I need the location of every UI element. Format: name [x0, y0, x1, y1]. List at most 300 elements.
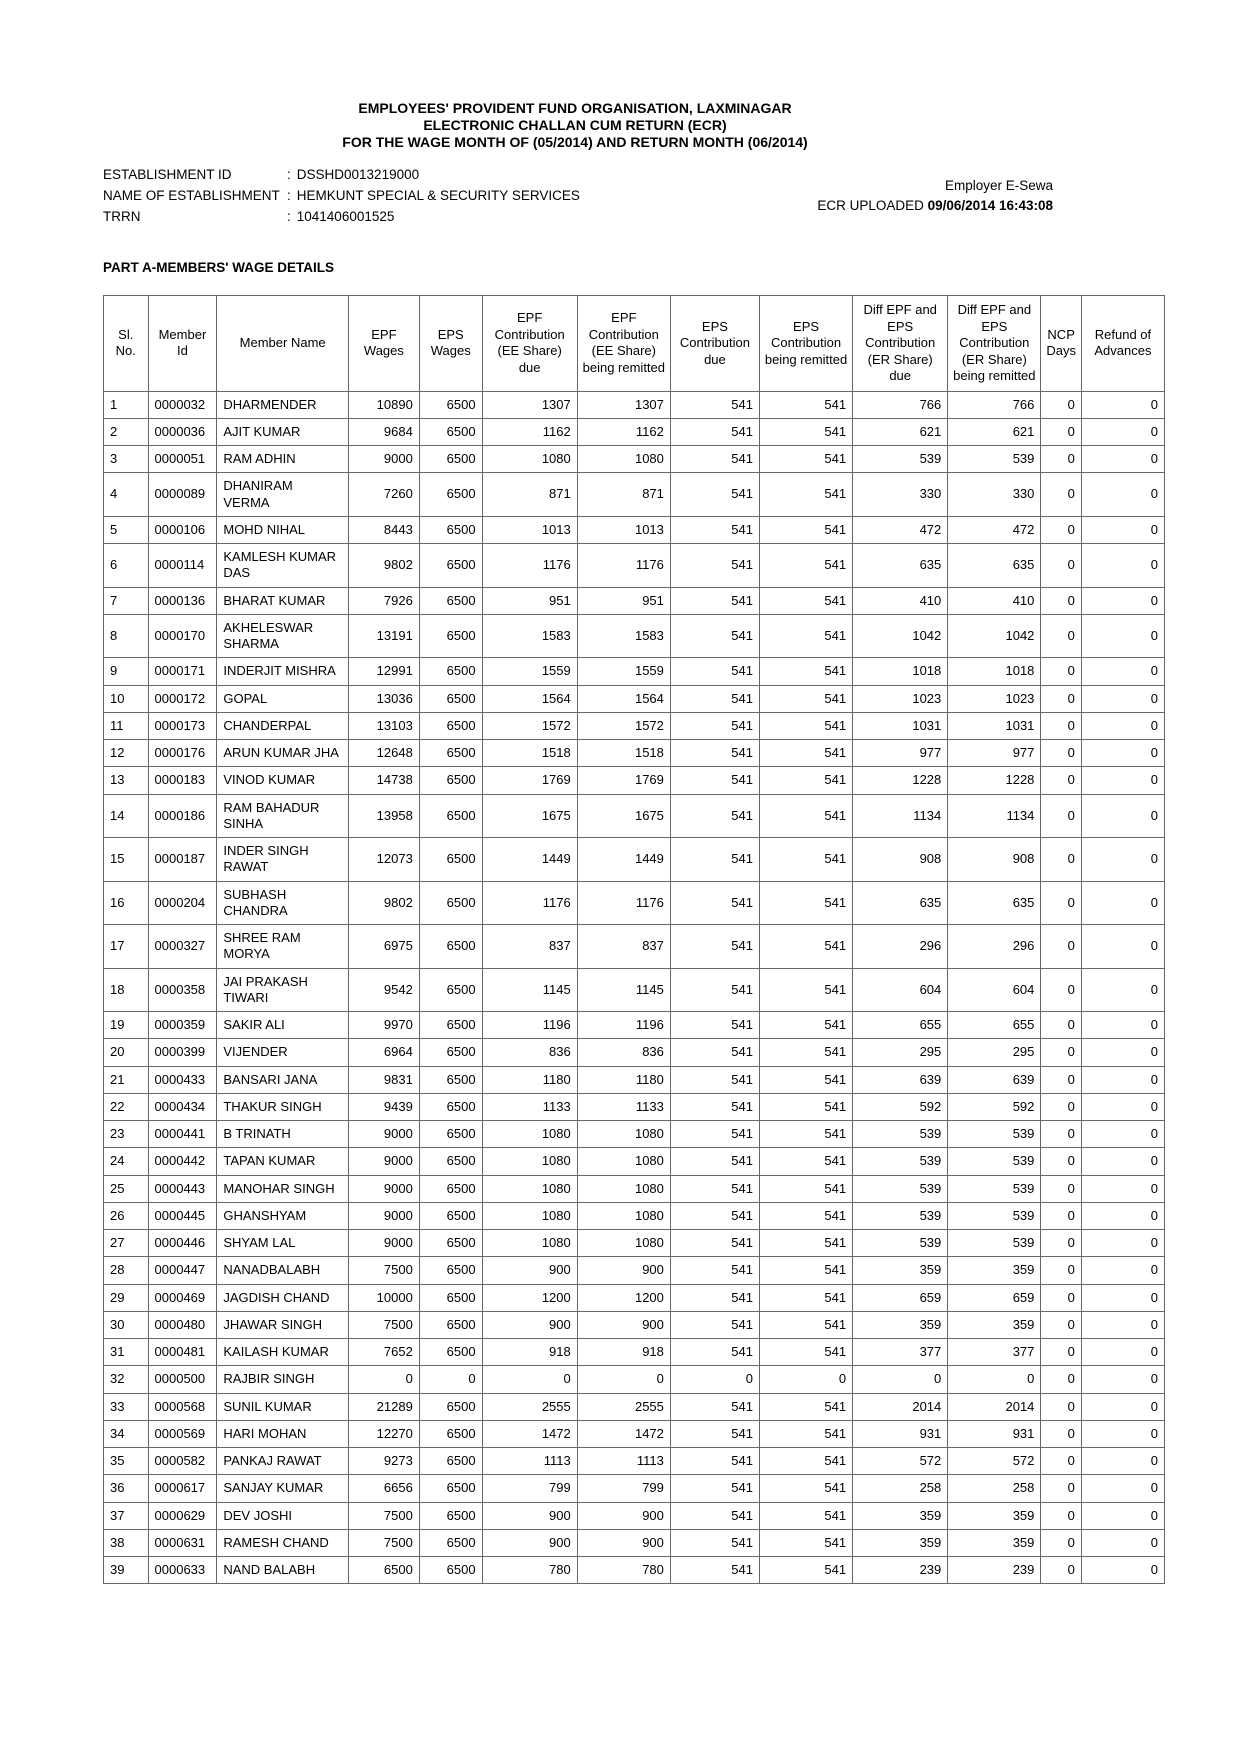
cell-eps-contribution-due: 541 — [670, 1202, 759, 1229]
cell-epf-contribution-ee-remitted: 900 — [577, 1502, 670, 1529]
cell-member-id: 0000568 — [148, 1393, 217, 1420]
cell-eps-contribution-due: 541 — [670, 1448, 759, 1475]
cell-diff-er-share-remitted: 621 — [948, 418, 1041, 445]
cell-refund-of-advances: 0 — [1081, 740, 1164, 767]
cell-ncp-days: 0 — [1041, 1529, 1081, 1556]
cell-diff-er-share-remitted: 258 — [948, 1475, 1041, 1502]
cell-member-name: ARUN KUMAR JHA — [217, 740, 349, 767]
cell-diff-er-share-due: 931 — [853, 1420, 948, 1447]
cell-epf-wages: 6975 — [348, 925, 419, 969]
cell-refund-of-advances: 0 — [1081, 418, 1164, 445]
cell-epf-contribution-ee-remitted: 1564 — [577, 685, 670, 712]
cell-diff-er-share-due: 635 — [853, 881, 948, 925]
cell-diff-er-share-due: 330 — [853, 473, 948, 517]
cell-eps-contribution-due: 541 — [670, 1557, 759, 1584]
cell-member-id: 0000172 — [148, 685, 217, 712]
cell-member-id: 0000441 — [148, 1121, 217, 1148]
cell-eps-contribution-remitted: 541 — [759, 1202, 852, 1229]
cell-diff-er-share-due: 621 — [853, 418, 948, 445]
cell-epf-contribution-ee-due: 1113 — [482, 1448, 577, 1475]
cell-ncp-days: 0 — [1041, 767, 1081, 794]
ecr-uploaded-label: ECR UPLOADED — [817, 198, 928, 213]
cell-diff-er-share-due: 539 — [853, 1175, 948, 1202]
cell-member-id: 0000186 — [148, 794, 217, 838]
cell-epf-contribution-ee-remitted: 1196 — [577, 1012, 670, 1039]
cell-epf-wages: 10000 — [348, 1284, 419, 1311]
cell-ncp-days: 0 — [1041, 1066, 1081, 1093]
cell-epf-wages: 7500 — [348, 1257, 419, 1284]
cell-refund-of-advances: 0 — [1081, 1339, 1164, 1366]
cell-ncp-days: 0 — [1041, 1148, 1081, 1175]
col-header-epf-contribution-ee-due: EPF Contribution (EE Share) due — [482, 296, 577, 392]
cell-epf-wages: 6656 — [348, 1475, 419, 1502]
table-row — [104, 1529, 1165, 1556]
cell-eps-contribution-remitted: 541 — [759, 614, 852, 658]
cell-member-name: AKHELESWAR SHARMA — [217, 614, 349, 658]
cell-epf-contribution-ee-due: 2555 — [482, 1393, 577, 1420]
cell-diff-er-share-remitted: 539 — [948, 1202, 1041, 1229]
cell-ncp-days: 0 — [1041, 925, 1081, 969]
cell-epf-contribution-ee-remitted: 1572 — [577, 712, 670, 739]
cell-eps-wages: 6500 — [419, 418, 482, 445]
col-header-ncp-days: NCP Days — [1041, 296, 1081, 392]
table-row — [104, 516, 1165, 543]
wage-table-container — [103, 295, 1178, 1697]
cell-eps-wages: 0 — [419, 1366, 482, 1393]
cell-epf-contribution-ee-due: 900 — [482, 1257, 577, 1284]
cell-refund-of-advances: 0 — [1081, 391, 1164, 418]
cell-member-name: DEV JOSHI — [217, 1502, 349, 1529]
cell-refund-of-advances: 0 — [1081, 544, 1164, 588]
cell-epf-contribution-ee-remitted: 1200 — [577, 1284, 670, 1311]
cell-refund-of-advances: 0 — [1081, 473, 1164, 517]
cell-diff-er-share-remitted: 0 — [948, 1366, 1041, 1393]
cell-member-name: KAMLESH KUMAR DAS — [217, 544, 349, 588]
table-row — [104, 740, 1165, 767]
cell-eps-contribution-due: 541 — [670, 1012, 759, 1039]
cell-epf-wages: 14738 — [348, 767, 419, 794]
cell-eps-contribution-remitted: 541 — [759, 1311, 852, 1338]
cell-eps-contribution-due: 541 — [670, 1121, 759, 1148]
cell-ncp-days: 0 — [1041, 1311, 1081, 1338]
cell-ncp-days: 0 — [1041, 1175, 1081, 1202]
cell-member-id: 0000433 — [148, 1066, 217, 1093]
cell-refund-of-advances: 0 — [1081, 794, 1164, 838]
cell-member-id: 0000469 — [148, 1284, 217, 1311]
cell-epf-wages: 7652 — [348, 1339, 419, 1366]
cell-eps-contribution-due: 541 — [670, 446, 759, 473]
cell-member-id: 0000443 — [148, 1175, 217, 1202]
table-row — [104, 1448, 1165, 1475]
cell-epf-wages: 7926 — [348, 587, 419, 614]
cell-epf-contribution-ee-remitted: 1080 — [577, 1230, 670, 1257]
cell-diff-er-share-remitted: 359 — [948, 1502, 1041, 1529]
cell-epf-contribution-ee-due: 1559 — [482, 658, 577, 685]
cell-eps-contribution-remitted: 541 — [759, 1557, 852, 1584]
cell-epf-contribution-ee-due: 1162 — [482, 418, 577, 445]
cell-epf-contribution-ee-due: 1013 — [482, 516, 577, 543]
cell-eps-wages: 6500 — [419, 740, 482, 767]
cell-sl-no: 2 — [104, 418, 149, 445]
cell-eps-wages: 6500 — [419, 1093, 482, 1120]
cell-member-id: 0000358 — [148, 968, 217, 1012]
cell-member-id: 0000500 — [148, 1366, 217, 1393]
header-row — [104, 296, 1165, 392]
cell-eps-contribution-remitted: 541 — [759, 685, 852, 712]
cell-diff-er-share-remitted: 572 — [948, 1448, 1041, 1475]
cell-ncp-days: 0 — [1041, 587, 1081, 614]
cell-eps-contribution-remitted: 541 — [759, 1475, 852, 1502]
cell-eps-contribution-due: 541 — [670, 614, 759, 658]
cell-sl-no: 11 — [104, 712, 149, 739]
cell-eps-contribution-remitted: 541 — [759, 544, 852, 588]
cell-sl-no: 24 — [104, 1148, 149, 1175]
cell-epf-contribution-ee-remitted: 1176 — [577, 881, 670, 925]
cell-ncp-days: 0 — [1041, 685, 1081, 712]
table-row — [104, 1066, 1165, 1093]
cell-eps-wages: 6500 — [419, 1475, 482, 1502]
table-row — [104, 1093, 1165, 1120]
cell-diff-er-share-remitted: 539 — [948, 1175, 1041, 1202]
cell-diff-er-share-remitted: 908 — [948, 838, 1041, 882]
cell-eps-contribution-due: 541 — [670, 587, 759, 614]
cell-ncp-days: 0 — [1041, 1093, 1081, 1120]
table-row — [104, 614, 1165, 658]
cell-epf-contribution-ee-remitted: 1583 — [577, 614, 670, 658]
cell-member-id: 0000629 — [148, 1502, 217, 1529]
cell-member-name: SAKIR ALI — [217, 1012, 349, 1039]
table-row — [104, 1366, 1165, 1393]
establishment-name-row — [103, 185, 580, 206]
cell-member-id: 0000089 — [148, 473, 217, 517]
cell-ncp-days: 0 — [1041, 1420, 1081, 1447]
cell-diff-er-share-remitted: 377 — [948, 1339, 1041, 1366]
cell-eps-contribution-due: 541 — [670, 1257, 759, 1284]
cell-member-id: 0000051 — [148, 446, 217, 473]
cell-member-name: TAPAN KUMAR — [217, 1148, 349, 1175]
cell-eps-contribution-due: 541 — [670, 1339, 759, 1366]
cell-epf-wages: 21289 — [348, 1393, 419, 1420]
table-row — [104, 685, 1165, 712]
cell-refund-of-advances: 0 — [1081, 1420, 1164, 1447]
table-row — [104, 881, 1165, 925]
cell-ncp-days: 0 — [1041, 473, 1081, 517]
cell-refund-of-advances: 0 — [1081, 1475, 1164, 1502]
cell-member-id: 0000171 — [148, 658, 217, 685]
cell-epf-wages: 12073 — [348, 838, 419, 882]
cell-epf-wages: 9000 — [348, 1121, 419, 1148]
cell-diff-er-share-remitted: 1042 — [948, 614, 1041, 658]
cell-ncp-days: 0 — [1041, 968, 1081, 1012]
cell-refund-of-advances: 0 — [1081, 1366, 1164, 1393]
cell-member-name: GHANSHYAM — [217, 1202, 349, 1229]
cell-sl-no: 5 — [104, 516, 149, 543]
cell-diff-er-share-remitted: 539 — [948, 1230, 1041, 1257]
cell-diff-er-share-remitted: 295 — [948, 1039, 1041, 1066]
table-row — [104, 968, 1165, 1012]
cell-eps-contribution-due: 541 — [670, 838, 759, 882]
cell-epf-wages: 7500 — [348, 1502, 419, 1529]
cell-eps-contribution-remitted: 541 — [759, 418, 852, 445]
cell-sl-no: 21 — [104, 1066, 149, 1093]
cell-eps-wages: 6500 — [419, 1121, 482, 1148]
cell-epf-contribution-ee-remitted: 1176 — [577, 544, 670, 588]
table-row — [104, 1420, 1165, 1447]
cell-eps-contribution-due: 541 — [670, 1066, 759, 1093]
cell-eps-wages: 6500 — [419, 391, 482, 418]
cell-eps-wages: 6500 — [419, 1393, 482, 1420]
cell-diff-er-share-due: 2014 — [853, 1393, 948, 1420]
cell-diff-er-share-due: 659 — [853, 1284, 948, 1311]
cell-ncp-days: 0 — [1041, 1039, 1081, 1066]
cell-epf-contribution-ee-remitted: 900 — [577, 1257, 670, 1284]
cell-epf-contribution-ee-remitted: 780 — [577, 1557, 670, 1584]
cell-epf-wages: 7500 — [348, 1311, 419, 1338]
table-row — [104, 1202, 1165, 1229]
cell-member-name: RAM ADHIN — [217, 446, 349, 473]
cell-eps-contribution-due: 541 — [670, 1311, 759, 1338]
cell-epf-contribution-ee-due: 1176 — [482, 881, 577, 925]
cell-eps-wages: 6500 — [419, 1202, 482, 1229]
cell-ncp-days: 0 — [1041, 838, 1081, 882]
cell-refund-of-advances: 0 — [1081, 587, 1164, 614]
establishment-name-value: HEMKUNT SPECIAL & SECURITY SERVICES — [296, 188, 580, 203]
table-row — [104, 1475, 1165, 1502]
wage-month-title: FOR THE WAGE MONTH OF (05/2014) AND RETURN MONTH (06/2014) — [342, 134, 808, 150]
cell-diff-er-share-due: 539 — [853, 1230, 948, 1257]
cell-eps-wages: 6500 — [419, 881, 482, 925]
col-header-diff-er-share-due: Diff EPF and EPS Contribution (ER Share) due — [853, 296, 948, 392]
cell-eps-wages: 6500 — [419, 1448, 482, 1475]
cell-eps-wages: 6500 — [419, 794, 482, 838]
cell-epf-contribution-ee-due: 951 — [482, 587, 577, 614]
cell-ncp-days: 0 — [1041, 1366, 1081, 1393]
cell-epf-wages: 6964 — [348, 1039, 419, 1066]
cell-epf-contribution-ee-remitted: 900 — [577, 1311, 670, 1338]
cell-ncp-days: 0 — [1041, 1502, 1081, 1529]
cell-ncp-days: 0 — [1041, 391, 1081, 418]
cell-diff-er-share-remitted: 592 — [948, 1093, 1041, 1120]
cell-ncp-days: 0 — [1041, 712, 1081, 739]
cell-sl-no: 30 — [104, 1311, 149, 1338]
table-row — [104, 1230, 1165, 1257]
cell-epf-wages: 13958 — [348, 794, 419, 838]
cell-refund-of-advances: 0 — [1081, 1202, 1164, 1229]
cell-epf-contribution-ee-due: 1196 — [482, 1012, 577, 1039]
cell-ncp-days: 0 — [1041, 1475, 1081, 1502]
cell-refund-of-advances: 0 — [1081, 1448, 1164, 1475]
cell-sl-no: 31 — [104, 1339, 149, 1366]
cell-epf-wages: 9439 — [348, 1093, 419, 1120]
cell-epf-contribution-ee-due: 1769 — [482, 767, 577, 794]
cell-refund-of-advances: 0 — [1081, 712, 1164, 739]
cell-eps-contribution-remitted: 0 — [759, 1366, 852, 1393]
organisation-title: EMPLOYEES' PROVIDENT FUND ORGANISATION, LAXMINAGAR — [358, 100, 792, 116]
cell-epf-wages: 7260 — [348, 473, 419, 517]
table-row — [104, 1339, 1165, 1366]
cell-member-name: RAM BAHADUR SINHA — [217, 794, 349, 838]
table-row — [104, 1257, 1165, 1284]
cell-member-name: SHYAM LAL — [217, 1230, 349, 1257]
cell-diff-er-share-remitted: 2014 — [948, 1393, 1041, 1420]
cell-refund-of-advances: 0 — [1081, 1039, 1164, 1066]
cell-sl-no: 9 — [104, 658, 149, 685]
cell-epf-contribution-ee-due: 900 — [482, 1529, 577, 1556]
cell-sl-no: 19 — [104, 1012, 149, 1039]
cell-member-name: NANADBALABH — [217, 1257, 349, 1284]
cell-member-id: 0000106 — [148, 516, 217, 543]
cell-eps-contribution-remitted: 541 — [759, 794, 852, 838]
cell-diff-er-share-due: 539 — [853, 446, 948, 473]
cell-eps-wages: 6500 — [419, 1066, 482, 1093]
cell-diff-er-share-due: 359 — [853, 1311, 948, 1338]
cell-refund-of-advances: 0 — [1081, 1012, 1164, 1039]
cell-diff-er-share-due: 604 — [853, 968, 948, 1012]
cell-refund-of-advances: 0 — [1081, 658, 1164, 685]
table-row — [104, 838, 1165, 882]
cell-epf-contribution-ee-due: 1180 — [482, 1066, 577, 1093]
cell-eps-contribution-due: 541 — [670, 1502, 759, 1529]
cell-diff-er-share-remitted: 539 — [948, 446, 1041, 473]
cell-epf-contribution-ee-remitted: 1145 — [577, 968, 670, 1012]
cell-member-id: 0000170 — [148, 614, 217, 658]
table-row — [104, 587, 1165, 614]
cell-epf-contribution-ee-due: 1080 — [482, 446, 577, 473]
cell-diff-er-share-due: 539 — [853, 1148, 948, 1175]
cell-diff-er-share-remitted: 977 — [948, 740, 1041, 767]
cell-diff-er-share-remitted: 359 — [948, 1311, 1041, 1338]
cell-ncp-days: 0 — [1041, 1230, 1081, 1257]
cell-eps-contribution-due: 541 — [670, 516, 759, 543]
cell-ncp-days: 0 — [1041, 1393, 1081, 1420]
cell-diff-er-share-due: 639 — [853, 1066, 948, 1093]
cell-refund-of-advances: 0 — [1081, 685, 1164, 712]
cell-ncp-days: 0 — [1041, 516, 1081, 543]
cell-diff-er-share-remitted: 239 — [948, 1557, 1041, 1584]
cell-sl-no: 18 — [104, 968, 149, 1012]
cell-ncp-days: 0 — [1041, 1202, 1081, 1229]
cell-epf-wages: 9273 — [348, 1448, 419, 1475]
cell-member-name: NAND BALABH — [217, 1557, 349, 1584]
cell-diff-er-share-due: 359 — [853, 1529, 948, 1556]
cell-eps-wages: 6500 — [419, 1529, 482, 1556]
cell-epf-wages: 12270 — [348, 1420, 419, 1447]
cell-member-id: 0000617 — [148, 1475, 217, 1502]
cell-refund-of-advances: 0 — [1081, 614, 1164, 658]
cell-epf-wages: 12648 — [348, 740, 419, 767]
cell-eps-contribution-remitted: 541 — [759, 1339, 852, 1366]
cell-diff-er-share-remitted: 604 — [948, 968, 1041, 1012]
cell-epf-wages: 13191 — [348, 614, 419, 658]
cell-refund-of-advances: 0 — [1081, 516, 1164, 543]
cell-epf-contribution-ee-due: 1080 — [482, 1202, 577, 1229]
document-title-block — [100, 100, 1050, 151]
cell-eps-contribution-remitted: 541 — [759, 1066, 852, 1093]
table-row — [104, 473, 1165, 517]
cell-member-id: 0000582 — [148, 1448, 217, 1475]
cell-epf-wages: 12991 — [348, 658, 419, 685]
cell-eps-contribution-due: 541 — [670, 794, 759, 838]
cell-eps-contribution-remitted: 541 — [759, 712, 852, 739]
cell-eps-contribution-due: 541 — [670, 767, 759, 794]
cell-ncp-days: 0 — [1041, 446, 1081, 473]
cell-epf-contribution-ee-due: 1564 — [482, 685, 577, 712]
cell-sl-no: 33 — [104, 1393, 149, 1420]
cell-epf-wages: 7500 — [348, 1529, 419, 1556]
cell-refund-of-advances: 0 — [1081, 968, 1164, 1012]
cell-member-name: BHARAT KUMAR — [217, 587, 349, 614]
cell-member-name: B TRINATH — [217, 1121, 349, 1148]
cell-epf-wages: 9802 — [348, 881, 419, 925]
table-row — [104, 1557, 1165, 1584]
cell-eps-contribution-remitted: 541 — [759, 516, 852, 543]
cell-refund-of-advances: 0 — [1081, 1257, 1164, 1284]
cell-member-id: 0000445 — [148, 1202, 217, 1229]
cell-epf-contribution-ee-due: 871 — [482, 473, 577, 517]
cell-sl-no: 37 — [104, 1502, 149, 1529]
cell-sl-no: 13 — [104, 767, 149, 794]
cell-refund-of-advances: 0 — [1081, 1230, 1164, 1257]
cell-member-name: JHAWAR SINGH — [217, 1311, 349, 1338]
trrn-row — [103, 206, 580, 227]
cell-epf-contribution-ee-remitted: 1080 — [577, 1202, 670, 1229]
cell-member-id: 0000114 — [148, 544, 217, 588]
cell-diff-er-share-remitted: 410 — [948, 587, 1041, 614]
cell-eps-wages: 6500 — [419, 1148, 482, 1175]
cell-sl-no: 17 — [104, 925, 149, 969]
cell-member-id: 0000446 — [148, 1230, 217, 1257]
cell-diff-er-share-remitted: 1134 — [948, 794, 1041, 838]
cell-epf-wages: 9000 — [348, 1148, 419, 1175]
cell-eps-contribution-remitted: 541 — [759, 1230, 852, 1257]
cell-diff-er-share-remitted: 330 — [948, 473, 1041, 517]
table-row — [104, 1393, 1165, 1420]
cell-member-name: PANKAJ RAWAT — [217, 1448, 349, 1475]
cell-diff-er-share-due: 592 — [853, 1093, 948, 1120]
cell-epf-contribution-ee-remitted: 1472 — [577, 1420, 670, 1447]
cell-sl-no: 25 — [104, 1175, 149, 1202]
cell-member-name: RAMESH CHAND — [217, 1529, 349, 1556]
table-row — [104, 1502, 1165, 1529]
cell-member-id: 0000032 — [148, 391, 217, 418]
cell-epf-contribution-ee-remitted: 1133 — [577, 1093, 670, 1120]
cell-ncp-days: 0 — [1041, 658, 1081, 685]
cell-ncp-days: 0 — [1041, 1257, 1081, 1284]
table-row — [104, 391, 1165, 418]
cell-epf-wages: 6500 — [348, 1557, 419, 1584]
cell-refund-of-advances: 0 — [1081, 838, 1164, 882]
cell-diff-er-share-due: 1023 — [853, 685, 948, 712]
cell-refund-of-advances: 0 — [1081, 1121, 1164, 1148]
wage-table-header — [104, 296, 1165, 392]
cell-member-id: 0000481 — [148, 1339, 217, 1366]
cell-epf-wages: 10890 — [348, 391, 419, 418]
employer-esewa-label: Employer E-Sewa — [944, 178, 1053, 193]
cell-sl-no: 27 — [104, 1230, 149, 1257]
cell-eps-wages: 6500 — [419, 473, 482, 517]
cell-eps-wages: 6500 — [419, 587, 482, 614]
cell-eps-contribution-remitted: 541 — [759, 968, 852, 1012]
cell-ncp-days: 0 — [1041, 1012, 1081, 1039]
cell-member-name: THAKUR SINGH — [217, 1093, 349, 1120]
cell-member-id: 0000359 — [148, 1012, 217, 1039]
cell-epf-contribution-ee-due: 1080 — [482, 1121, 577, 1148]
cell-eps-contribution-remitted: 541 — [759, 1121, 852, 1148]
cell-diff-er-share-remitted: 1228 — [948, 767, 1041, 794]
table-row — [104, 794, 1165, 838]
cell-member-name: INDERJIT MISHRA — [217, 658, 349, 685]
cell-diff-er-share-remitted: 539 — [948, 1148, 1041, 1175]
